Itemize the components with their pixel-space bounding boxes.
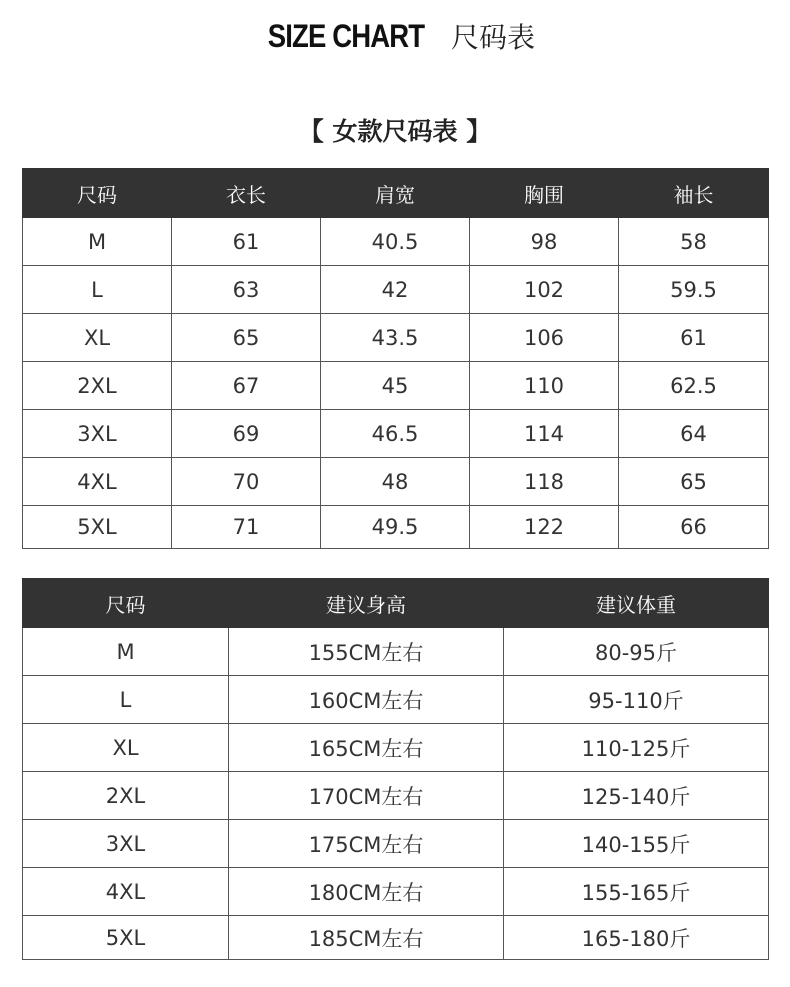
table-cell: 165CM左右: [229, 724, 504, 772]
table-cell: 65: [619, 458, 769, 506]
table-cell: M: [23, 218, 172, 266]
table-cell: 155-165斤: [504, 868, 769, 916]
table-cell: 170CM左右: [229, 772, 504, 820]
table-cell: 165-180斤: [504, 916, 769, 960]
table-cell: L: [23, 266, 172, 314]
table-row: [23, 820, 769, 868]
table-cell: 114: [470, 410, 619, 458]
table-cell: 58: [619, 218, 769, 266]
table-cell: 66: [619, 506, 769, 549]
table-cell: 70: [172, 458, 321, 506]
table-cell: L: [23, 676, 229, 724]
table-cell: 61: [172, 218, 321, 266]
column-header: 肩宽: [321, 169, 470, 218]
table-cell: 110: [470, 362, 619, 410]
table-cell: 69: [172, 410, 321, 458]
table-cell: 80-95斤: [504, 628, 769, 676]
table-cell: 61: [619, 314, 769, 362]
table-cell: 98: [470, 218, 619, 266]
table-cell: 155CM左右: [229, 628, 504, 676]
table-cell: XL: [23, 314, 172, 362]
table-cell: 43.5: [321, 314, 470, 362]
table-row: [23, 506, 769, 549]
table-cell: 62.5: [619, 362, 769, 410]
section-subtitle: 【 女款尺码表 】: [298, 117, 492, 146]
page-title-english: SIZE CHART: [267, 17, 425, 54]
column-header: 衣长: [172, 169, 321, 218]
table-row: [23, 266, 769, 314]
table-cell: 65: [172, 314, 321, 362]
column-header: 尺码: [23, 169, 172, 218]
fit-guide-table: [22, 578, 769, 960]
table-cell: 110-125斤: [504, 724, 769, 772]
table-cell: 48: [321, 458, 470, 506]
table-header-row: [23, 169, 769, 218]
table-cell: 64: [619, 410, 769, 458]
table-cell: 2XL: [23, 362, 172, 410]
table-cell: 118: [470, 458, 619, 506]
table-cell: 95-110斤: [504, 676, 769, 724]
table-row: [23, 628, 769, 676]
table-cell: 4XL: [23, 458, 172, 506]
table-cell: 46.5: [321, 410, 470, 458]
table-cell: 106: [470, 314, 619, 362]
table-row: [23, 772, 769, 820]
table-row: [23, 724, 769, 772]
column-header: 建议身高: [229, 579, 504, 628]
page-title-chinese: 尺码表: [450, 21, 535, 54]
column-header: 尺码: [23, 579, 229, 628]
table-cell: 49.5: [321, 506, 470, 549]
table-cell: 45: [321, 362, 470, 410]
table-cell: 160CM左右: [229, 676, 504, 724]
table-cell: 102: [470, 266, 619, 314]
column-header: 袖长: [619, 169, 769, 218]
table-row: [23, 218, 769, 266]
table-cell: 42: [321, 266, 470, 314]
table-row: [23, 458, 769, 506]
table-row: [23, 868, 769, 916]
table-row: [23, 410, 769, 458]
table-cell: 71: [172, 506, 321, 549]
table-cell: 67: [172, 362, 321, 410]
table-cell: 3XL: [23, 820, 229, 868]
page-header: [0, 14, 790, 58]
column-header: 建议体重: [504, 579, 769, 628]
table-cell: 5XL: [23, 506, 172, 549]
table-cell: 185CM左右: [229, 916, 504, 960]
table-cell: 175CM左右: [229, 820, 504, 868]
size-chart-table: [22, 168, 769, 549]
table-row: [23, 916, 769, 960]
table-cell: M: [23, 628, 229, 676]
table-cell: 180CM左右: [229, 868, 504, 916]
table-row: [23, 314, 769, 362]
table-cell: 2XL: [23, 772, 229, 820]
table-cell: 4XL: [23, 868, 229, 916]
table-cell: 3XL: [23, 410, 172, 458]
table-cell: 63: [172, 266, 321, 314]
table-cell: 140-155斤: [504, 820, 769, 868]
table-header-row: [23, 579, 769, 628]
table-cell: 122: [470, 506, 619, 549]
table-cell: XL: [23, 724, 229, 772]
table-cell: 40.5: [321, 218, 470, 266]
column-header: 胸围: [470, 169, 619, 218]
table-row: [23, 676, 769, 724]
table-cell: 5XL: [23, 916, 229, 960]
table-cell: 59.5: [619, 266, 769, 314]
table-row: [23, 362, 769, 410]
table-cell: 125-140斤: [504, 772, 769, 820]
